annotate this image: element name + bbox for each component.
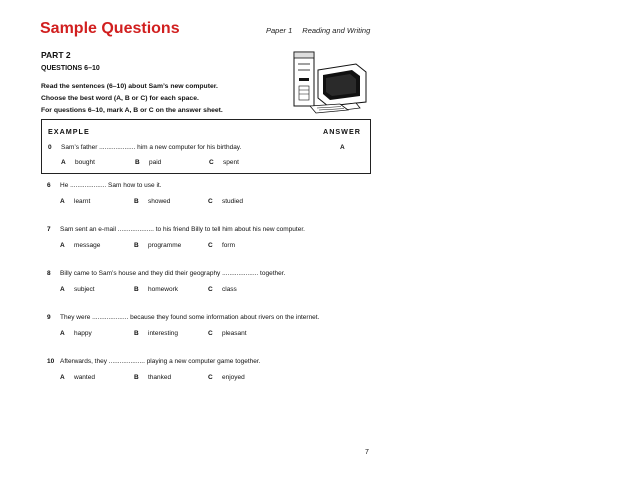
instruction-line: Read the sentences (6–10) about Sam’s new computer. xyxy=(41,83,218,90)
option-a[interactable]: A wanted xyxy=(60,374,95,381)
answer-label: ANSWER xyxy=(323,127,361,136)
question-text: Sam sent an e-mail .................... to his friend Billy to tell him about his new computer. xyxy=(60,226,305,233)
option-c[interactable]: C enjoyed xyxy=(208,374,245,381)
example-text: Sam’s father .................... him a new computer for his birthday. xyxy=(61,144,242,151)
questions-heading: QUESTIONS 6–10 xyxy=(41,65,100,72)
question-number: 10 xyxy=(47,358,55,365)
question-number: 8 xyxy=(47,270,51,277)
option-a[interactable]: A happy xyxy=(60,330,92,337)
option-c[interactable]: C studied xyxy=(208,198,243,205)
computer-illustration xyxy=(290,48,370,114)
option-b[interactable]: B thanked xyxy=(134,374,172,381)
example-number: 0 xyxy=(48,144,52,151)
part-heading: PART 2 xyxy=(41,50,71,60)
option-c[interactable]: C class xyxy=(208,286,237,293)
question-number: 9 xyxy=(47,314,51,321)
option-a: A bought xyxy=(61,159,95,166)
option-a[interactable]: A subject xyxy=(60,286,95,293)
question-text: Afterwards, they .................... playing a new computer game together. xyxy=(60,358,261,365)
question-text: He .................... Sam how to use it. xyxy=(60,182,162,189)
question-number: 6 xyxy=(47,182,51,189)
instruction-line: Choose the best word (A, B or C) for each space. xyxy=(41,95,199,102)
example-box xyxy=(41,119,371,174)
question-text: They were .................... because they found some information about rivers on the internet. xyxy=(60,314,320,321)
option-b: B paid xyxy=(135,159,162,166)
example-answer: A xyxy=(340,144,345,151)
option-c[interactable]: C form xyxy=(208,242,235,249)
question-text: Billy came to Sam’s house and they did their geography .................... together. xyxy=(60,270,286,277)
page-title: Sample Questions xyxy=(40,20,180,37)
option-b[interactable]: B showed xyxy=(134,198,171,205)
option-c[interactable]: C pleasant xyxy=(208,330,247,337)
option-b[interactable]: B interesting xyxy=(134,330,178,337)
page-number: 7 xyxy=(365,449,369,456)
paper-label: Paper 1 xyxy=(266,26,293,35)
question-number: 7 xyxy=(47,226,51,233)
example-label: EXAMPLE xyxy=(48,127,90,136)
instruction-line: For questions 6–10, mark A, B or C on the answer sheet. xyxy=(41,107,223,114)
option-c: C spent xyxy=(209,159,239,166)
option-b[interactable]: B homework xyxy=(134,286,178,293)
paper-header xyxy=(266,26,370,35)
option-b[interactable]: B programme xyxy=(134,242,182,249)
section-label: Reading and Writing xyxy=(302,26,371,35)
option-a[interactable]: A message xyxy=(60,242,101,249)
option-a[interactable]: A learnt xyxy=(60,198,91,205)
